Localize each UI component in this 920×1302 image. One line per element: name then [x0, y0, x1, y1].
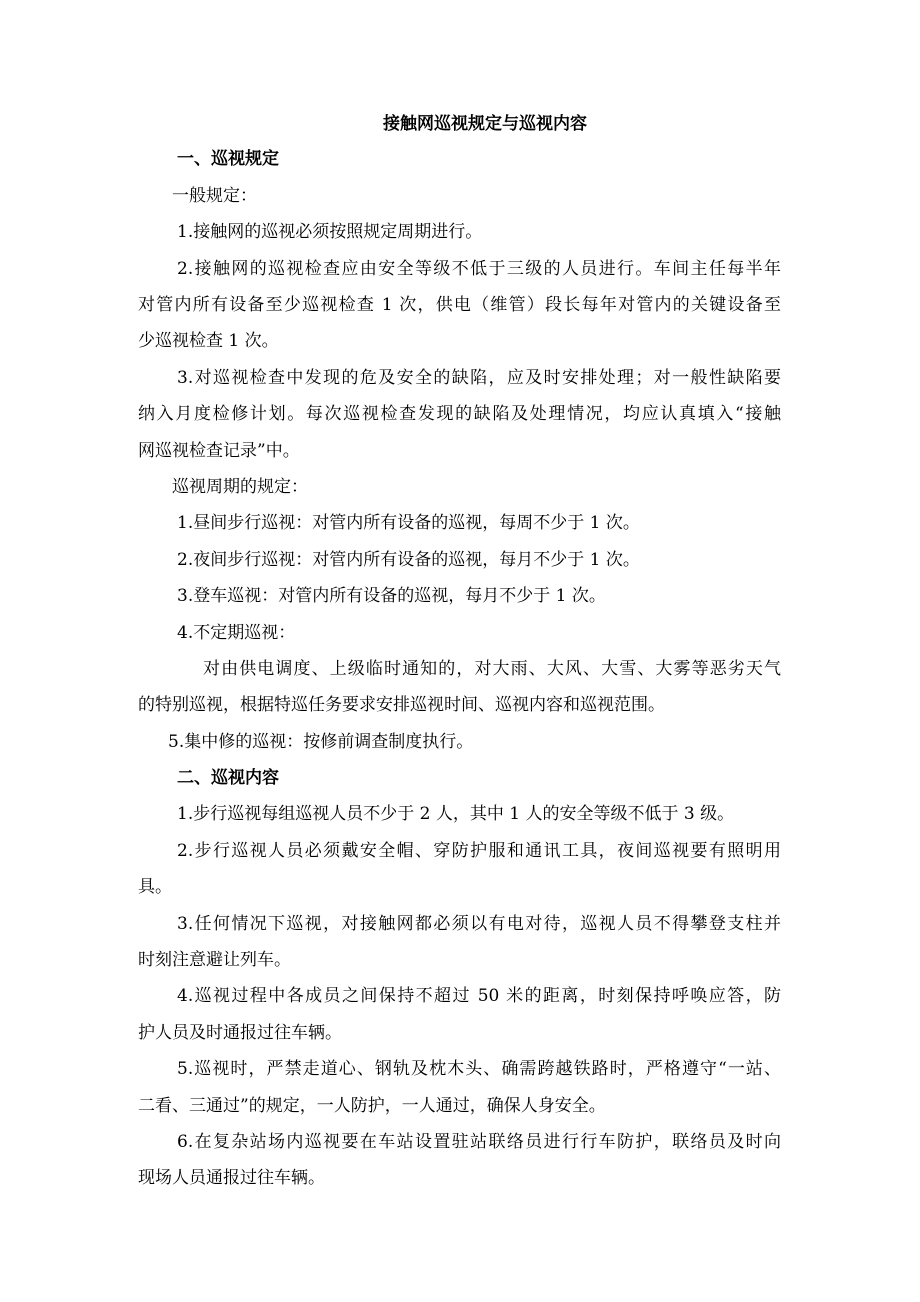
content-item-4-line-2: 护人员及时通报过往车辆。 [138, 1023, 342, 1043]
general-rule-3-line-3: 网巡视检查记录”中。 [138, 441, 300, 461]
period-rule-4-detail-line-1: 对由供电调度、上级临时通知的，对大雨、大风、大雪、大雾等恶劣天气 [203, 659, 781, 679]
content-item-4-line-1: 4.巡视过程中各成员之间保持不超过 50 米的距离，时刻保持呼唤应答，防 [177, 986, 781, 1006]
content-item-3-line-2: 时刻注意避让列车。 [138, 950, 291, 970]
general-rule-2-line-3: 少巡视检查 1 次。 [138, 331, 279, 351]
content-item-2-line-2: 具。 [138, 877, 172, 897]
general-rule-3-line-1: 3.对巡视检查中发现的危及安全的缺陷，应及时安排处理；对一般性缺陷要 [177, 368, 781, 388]
document-title: 接触网巡视规定与巡视内容 [383, 114, 587, 134]
content-item-6-line-1: 6.在复杂站场内巡视要在车站设置驻站联络员进行行车防护，联络员及时向 [177, 1132, 781, 1152]
general-rule-3-line-2: 纳入月度检修计划。每次巡视检查发现的缺陷及处理情况，均应认真填入“接触 [138, 404, 781, 424]
content-item-2-line-1: 2.步行巡视人员必须戴安全帽、穿防护服和通讯工具，夜间巡视要有照明用 [177, 841, 781, 861]
period-rule-4: 4.不定期巡视： [177, 623, 296, 643]
period-rules-label: 巡视周期的规定： [172, 477, 308, 497]
general-rule-1: 1.接触网的巡视必须按照规定周期进行。 [177, 222, 483, 242]
period-rule-3: 3.登车巡视：对管内所有设备的巡视，每月不少于 1 次。 [177, 586, 606, 606]
section-heading-patrol-rules: 一、巡视规定 [177, 149, 279, 169]
general-rules-label: 一般规定： [172, 186, 257, 206]
content-item-6-line-2: 现场人员通报过往车辆。 [138, 1168, 325, 1188]
content-item-5-line-1: 5.巡视时，严禁走道心、钢轨及枕木头、确需跨越铁路时，严格遵守“一站、 [177, 1059, 781, 1079]
general-rule-2-line-1: 2.接触网的巡视检查应由安全等级不低于三级的人员进行。车间主任每半年 [177, 259, 781, 279]
period-rule-2: 2.夜间步行巡视：对管内所有设备的巡视，每月不少于 1 次。 [177, 550, 640, 570]
period-rule-4-detail-line-2: 的特别巡视，根据特巡任务要求安排巡视时间、巡视内容和巡视范围。 [138, 695, 665, 715]
period-rule-1: 1.昼间步行巡视：对管内所有设备的巡视，每周不少于 1 次。 [177, 513, 640, 533]
content-item-5-line-2: 二看、三通过”的规定，一人防护，一人通过，确保人身安全。 [138, 1096, 606, 1116]
content-item-3-line-1: 3.任何情况下巡视，对接触网都必须以有电对待，巡视人员不得攀登支柱并 [177, 914, 781, 934]
general-rule-2-line-2: 对管内所有设备至少巡视检查 1 次，供电（维管）段长每年对管内的关键设备至 [138, 295, 781, 315]
content-item-1: 1.步行巡视每组巡视人员不少于 2 人，其中 1 人的安全等级不低于 3 级。 [177, 804, 735, 824]
period-rule-5: 5.集中修的巡视：按修前调查制度执行。 [168, 732, 474, 752]
section-heading-patrol-content: 二、巡视内容 [177, 768, 279, 788]
